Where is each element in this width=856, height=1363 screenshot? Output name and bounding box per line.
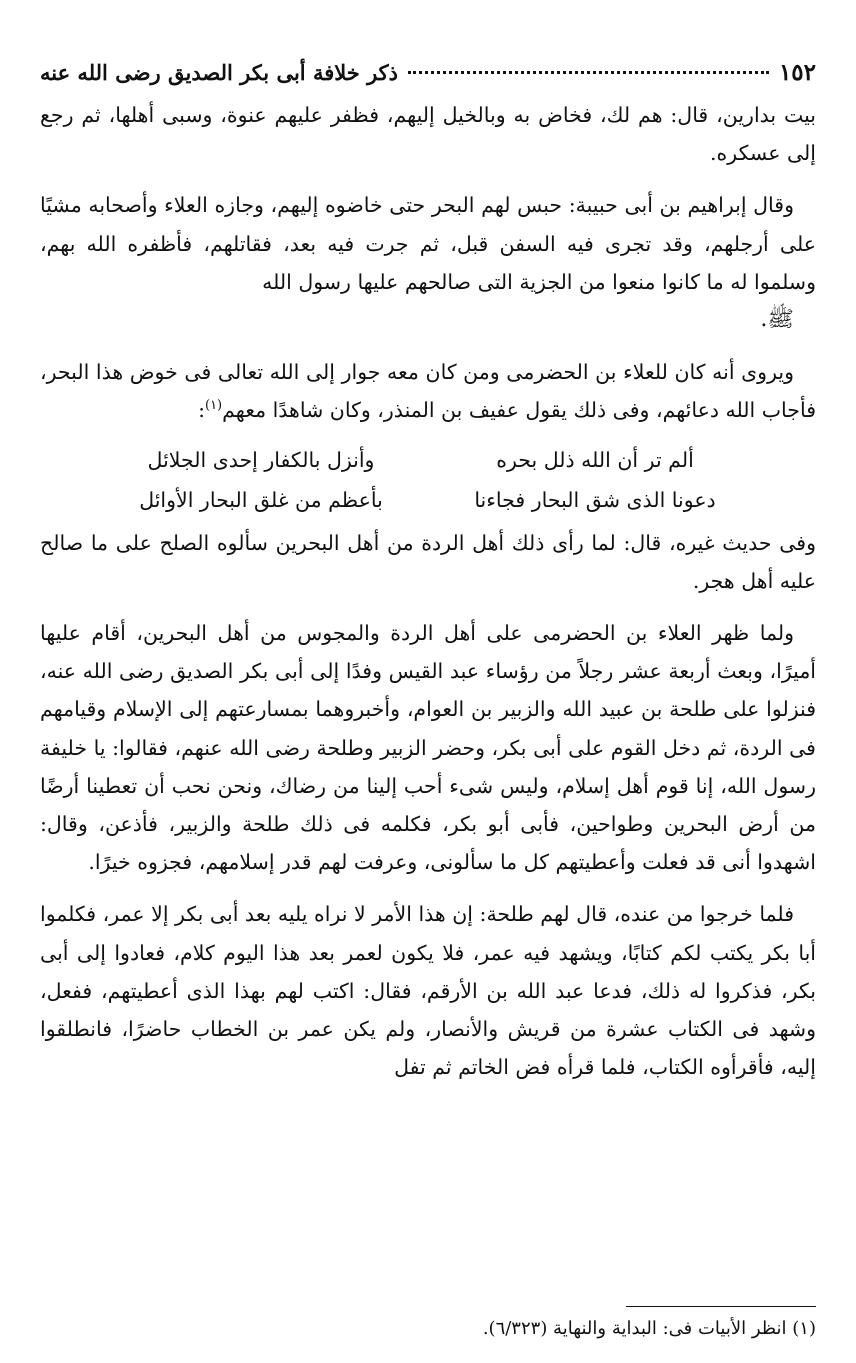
poem-block — [40, 440, 816, 520]
footnote-reference[interactable]: (١) — [204, 398, 223, 414]
poem-verse — [40, 440, 816, 480]
poem-verse — [40, 480, 816, 520]
verse-2-second-hemistich: بأعظم من غلق البحار الأوائل — [139, 487, 383, 512]
running-header — [40, 58, 816, 88]
verse-2-first-hemistich: دعونا الذى شق البحار فجاءنا — [474, 487, 716, 512]
main-text — [40, 96, 816, 1086]
paragraph-1: بيت بدارين، قال: هم لك، فخاض به وبالخيل إليهم، فظفر عليهم عنوة، وسبى أهلها، ثم رجع إلى عسكره. — [40, 103, 816, 166]
paragraph-2 — [40, 186, 816, 339]
page-number: ١٥٢ — [778, 59, 816, 86]
paragraph-6: فلما خرجوا من عنده، قال لهم طلحة: إن هذا الأمر لا نراه يليه بعد أبى بكر إلا عمر، فكلموا أبا بكر يكتب لكم كتابًا، ويشهد فيه عمر، فلا يكون لعمر بعد هذا اليوم كلام، فعادوا إلى أبى بكر، فذكروا له ذلك، فدعا عبد الله بن الأرقم، فقال: اكتب لهم بهذا الذى أعطيتهم، ففعل، وشهد فى الكتاب عشرة من قريش والأنصار، ولم يكن عمر بن الخطاب حاضرًا، فانطلقوا إليه، فأقرأوه الكتاب، فلما قرأه فض الخاتم ثم تفل — [40, 902, 816, 1080]
salutation-seal: ﷺ. — [760, 307, 794, 333]
paragraph-3-text: ويروى أنه كان للعلاء بن الحضرمى ومن كان معه جوار إلى الله تعالى فى خوض هذا البحر، فأجاب الله دعائهم، وفى ذلك يقول عفيف بن المنذر، وكان شاهدًا معهم — [40, 360, 816, 423]
paragraph-3 — [40, 353, 816, 429]
paragraph-5: ولما ظهر العلاء بن الحضرمى على أهل الردة والمجوس من أهل البحرين، أقام عليها أميرًا، وبعث أربعة عشر رجلاً من رؤساء عبد القيس وفدًا إلى أبى بكر الصديق رضى الله عنه، فنزلوا على طلحة بن عبيد الله والزبير بن العوام، وأخبروهما بمسارعتهم إلى الإسلام وقيامهم فى الردة، ثم دخل القوم على أبى بكر، وحضر الزبير وطلحة رضى الله عنهم، فقالوا: يا خليفة رسول الله، إنا قوم أهل إسلام، وليس شىء أحب إلينا من رضاك، ونحن نحب أن تعطينا أرضًا من أرض البحرين وطواحين، فأبى أبو بكر، فكلمه فى ذلك طلحة والزبير، فأذعن، وقال: اشهدوا أنى قد فعلت وأعطيتهم كل ما سألونى، وعرفت لهم قدر إسلامهم، فجزوه خيرًا. — [40, 621, 816, 875]
running-title: ذكر خلافة أبى بكر الصديق رضى الله عنه — [40, 60, 399, 85]
paragraph-2-text: وقال إبراهيم بن أبى حبيبة: حبس لهم البحر حتى خاضوه إليهم، وجازه العلاء وأصحابه مشيًا على أرجلهم، وقد تجرى فيه السفن قبل، ثم جرت فيه بعد، فقاتلهم، فأظفره الله بهم، وسلموا له ما كانوا منعوا من الجزية التى صالحهم عليها رسول الله — [40, 193, 816, 294]
paragraph-3-colon: : — [198, 398, 205, 423]
footnotes-section — [40, 1306, 816, 1343]
verse-1-first-hemistich: ألم تر أن الله ذلل بحره — [496, 447, 694, 472]
footnote-1: (١) انظر الأبيات فى: البداية والنهاية (٦/٣٢٣). — [482, 1318, 816, 1339]
book-page — [40, 58, 816, 1343]
footnote-divider — [626, 1306, 816, 1307]
header-dot-leader — [408, 71, 769, 74]
verse-1-second-hemistich: وأنزل بالكفار إحدى الجلائل — [147, 447, 375, 472]
paragraph-4: وفى حديث غيره، قال: لما رأى ذلك أهل الردة من أهل البحرين سألوه الصلح على ما صالح عليه أهل هجر. — [40, 530, 816, 593]
